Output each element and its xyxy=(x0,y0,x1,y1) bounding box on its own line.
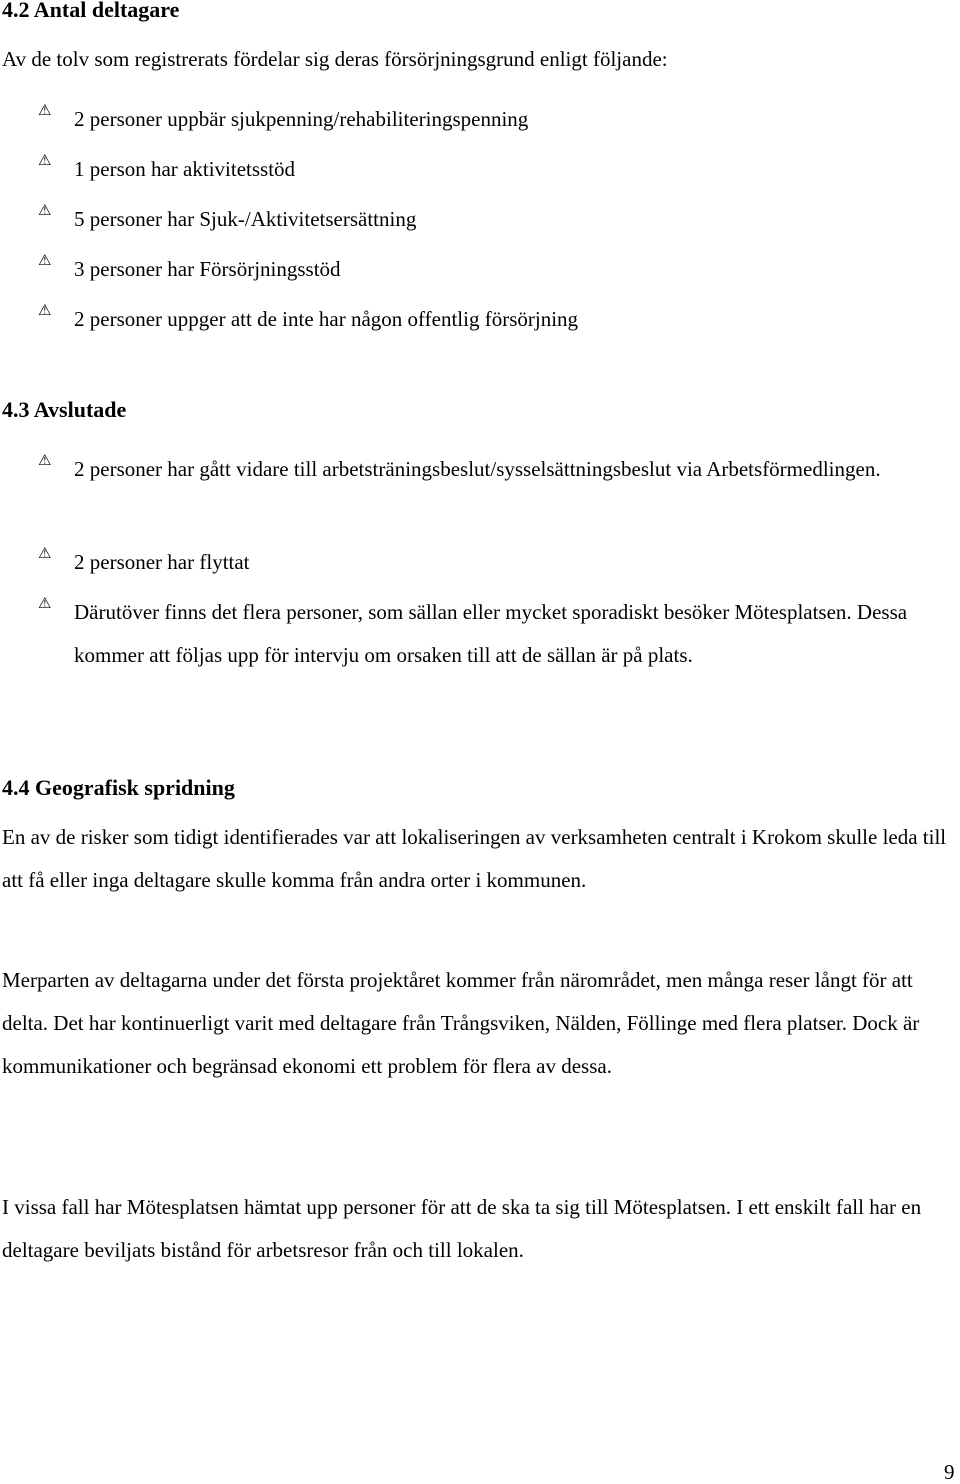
bullet-icon: ⚠ xyxy=(38,451,52,469)
list-item-text: 1 person har aktivitetsstöd xyxy=(74,157,296,181)
list-item-text: 2 personer uppbär sjukpenning/rehabiliteringspenning xyxy=(74,107,529,131)
list-item-text: 2 personer har gått vidare till arbetsträningsbeslut/sysselsättningsbeslut via Arbetsförmedlingen. xyxy=(74,457,881,481)
section-heading-geografisk-spridning: 4.4 Geografisk spridning xyxy=(2,775,235,800)
section-heading-antal-deltagare: 4.2 Antal deltagare xyxy=(2,0,180,22)
bullet-icon: ⚠ xyxy=(38,201,52,219)
paragraph: Merparten av deltagarna under det första projektåret kommer från närområdet, men många reser långt för att delta. Det har kontinuerligt varit med deltagare från Trångsviken, Nälden, Föllinge med flera platser. Dock är kommunikationer och begränsad ekonomi ett problem för flera av dessa. xyxy=(2,968,920,1078)
intro-paragraph: Av de tolv som registrerats fördelar sig deras försörjningsgrund enligt följande: xyxy=(2,47,668,71)
section-heading-avslutade: 4.3 Avslutade xyxy=(2,397,127,422)
list-item-text: 2 personer har flyttat xyxy=(74,550,250,574)
list-item-text: 2 personer uppger att de inte har någon offentlig försörjning xyxy=(74,307,579,331)
list-item-text: 3 personer har Försörjningsstöd xyxy=(74,257,341,281)
bullet-icon: ⚠ xyxy=(38,101,52,119)
bullet-icon: ⚠ xyxy=(38,251,52,269)
list-item-text: Därutöver finns det flera personer, som sällan eller mycket sporadiskt besöker Mötesplatsen. Dessa kommer att följas upp för intervju om orsaken till att de sällan är på plats. xyxy=(74,600,908,667)
bullet-icon: ⚠ xyxy=(38,151,52,169)
list-item-text: 5 personer har Sjuk-/Aktivitetsersättning xyxy=(74,207,417,231)
bullet-icon: ⚠ xyxy=(38,594,52,612)
paragraph: I vissa fall har Mötesplatsen hämtat upp personer för att de ska ta sig till Mötesplatsen. I ett enskilt fall har en deltagare beviljats bistånd för arbetsresor från och till lokalen. xyxy=(2,1195,922,1262)
paragraph: En av de risker som tidigt identifierades var att lokaliseringen av verksamheten centralt i Krokom skulle leda till att få eller inga deltagare skulle komma från andra orter i kommunen. xyxy=(2,825,947,892)
bullet-icon: ⚠ xyxy=(38,544,52,562)
page-number: 9 xyxy=(944,1460,955,1484)
bullet-icon: ⚠ xyxy=(38,301,52,319)
